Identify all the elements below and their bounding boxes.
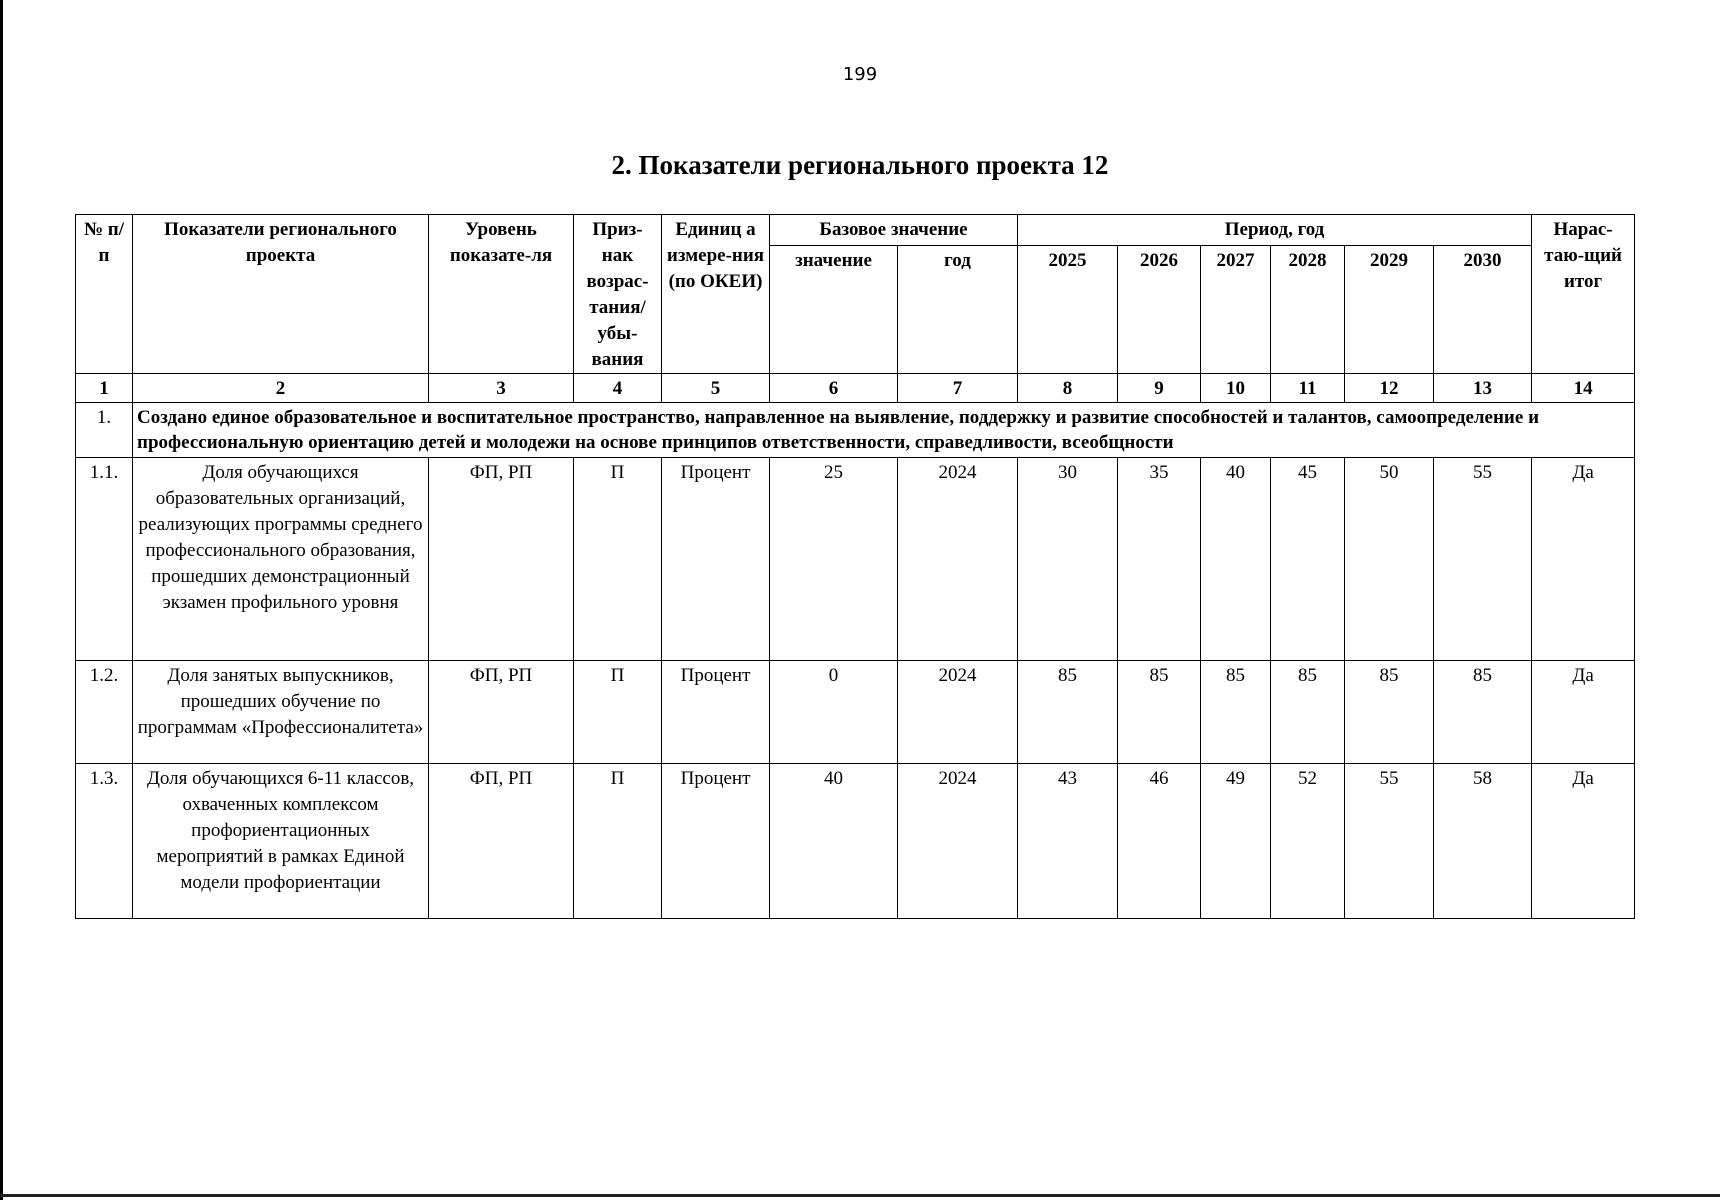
- row-cumulative: Да: [1532, 661, 1635, 764]
- row-value: 43: [1018, 764, 1118, 919]
- column-number: 14: [1532, 374, 1635, 403]
- column-number: 12: [1345, 374, 1434, 403]
- row-value: 40: [1201, 458, 1271, 661]
- row-value: 50: [1345, 458, 1434, 661]
- column-number: 1: [76, 374, 133, 403]
- header-period-group: Период, год: [1018, 215, 1532, 246]
- row-num: 1.2.: [76, 661, 133, 764]
- row-base-year: 2024: [898, 458, 1018, 661]
- row-level: ФП, РП: [429, 764, 574, 919]
- row-value: 35: [1118, 458, 1201, 661]
- column-number-row: [76, 374, 1635, 403]
- row-base-year: 2024: [898, 661, 1018, 764]
- row-base-year: 2024: [898, 764, 1018, 919]
- row-value: 85: [1434, 661, 1532, 764]
- row-unit: Процент: [662, 661, 770, 764]
- row-value: 85: [1018, 661, 1118, 764]
- row-cumulative: Да: [1532, 764, 1635, 919]
- page-title: 2. Показатели регионального проекта 12: [611, 150, 1109, 180]
- row-sign: П: [574, 764, 662, 919]
- row-value: 30: [1018, 458, 1118, 661]
- row-base-value: 25: [770, 458, 898, 661]
- row-cumulative: Да: [1532, 458, 1635, 661]
- header-unit: Единиц а измере-ния (по ОКЕИ): [662, 215, 770, 374]
- row-value: 55: [1434, 458, 1532, 661]
- column-number: 4: [574, 374, 662, 403]
- header-year: 2026: [1118, 246, 1201, 374]
- row-level: ФП, РП: [429, 458, 574, 661]
- header-sign: Приз-нак возрас-тания/ убы-вания: [574, 215, 662, 374]
- indicators-table: [75, 214, 1635, 919]
- row-value: 85: [1271, 661, 1345, 764]
- column-number: 3: [429, 374, 574, 403]
- header-year: 2030: [1434, 246, 1532, 374]
- row-num: 1.3.: [76, 764, 133, 919]
- row-value: 85: [1201, 661, 1271, 764]
- section-row: [76, 403, 1635, 458]
- header-year: 2025: [1018, 246, 1118, 374]
- header-num: № п/п: [76, 215, 133, 374]
- row-base-value: 0: [770, 661, 898, 764]
- row-sign: П: [574, 661, 662, 764]
- row-num: 1.1.: [76, 458, 133, 661]
- table-row: [76, 661, 1635, 764]
- row-value: 49: [1201, 764, 1271, 919]
- row-unit: Процент: [662, 764, 770, 919]
- row-value: 85: [1345, 661, 1434, 764]
- row-indicator: Доля обучающихся 6-11 классов, охваченных комплексом профориентационных мероприятий в рамках Единой модели профориентации: [133, 764, 429, 919]
- column-number: 13: [1434, 374, 1532, 403]
- row-value: 55: [1345, 764, 1434, 919]
- table-header: [76, 215, 1635, 374]
- row-value: 46: [1118, 764, 1201, 919]
- page-number: 199: [842, 64, 878, 85]
- table-row: [76, 764, 1635, 919]
- row-value: 58: [1434, 764, 1532, 919]
- header-cumulative: Нарас-таю-щий итог: [1532, 215, 1635, 374]
- row-indicator: Доля занятых выпускников, прошедших обучение по программам «Профессионалитета»: [133, 661, 429, 764]
- section-num: 1.: [76, 403, 133, 458]
- header-base-value: значение: [770, 246, 898, 374]
- column-number: 10: [1201, 374, 1271, 403]
- column-number: 6: [770, 374, 898, 403]
- column-number: 9: [1118, 374, 1201, 403]
- header-base-group: Базовое значение: [770, 215, 1018, 246]
- column-number: 2: [133, 374, 429, 403]
- column-number: 7: [898, 374, 1018, 403]
- header-indicator: Показатели регионального проекта: [133, 215, 429, 374]
- header-year: 2028: [1271, 246, 1345, 374]
- header-year: 2029: [1345, 246, 1434, 374]
- header-level: Уровень показате-ля: [429, 215, 574, 374]
- row-unit: Процент: [662, 458, 770, 661]
- table-row: [76, 458, 1635, 661]
- header-year: 2027: [1201, 246, 1271, 374]
- row-value: 45: [1271, 458, 1345, 661]
- column-number: 5: [662, 374, 770, 403]
- row-sign: П: [574, 458, 662, 661]
- row-base-value: 40: [770, 764, 898, 919]
- row-value: 52: [1271, 764, 1345, 919]
- section-title: Создано единое образовательное и воспитательное пространство, направленное на выявление, поддержку и развитие способностей и талантов, самоопределение и профессиональную ориентацию детей и молодежи на основе принципов ответственности, справедливости, всеобщности: [133, 403, 1635, 458]
- row-value: 85: [1118, 661, 1201, 764]
- column-number: 8: [1018, 374, 1118, 403]
- header-base-year: год: [898, 246, 1018, 374]
- row-level: ФП, РП: [429, 661, 574, 764]
- scan-bottom-edge: [0, 1194, 1720, 1197]
- row-indicator: Доля обучающихся образовательных организаций, реализующих программы среднего профессионального образования, прошедших демонстрационный экзамен профильного уровня: [133, 458, 429, 661]
- column-number: 11: [1271, 374, 1345, 403]
